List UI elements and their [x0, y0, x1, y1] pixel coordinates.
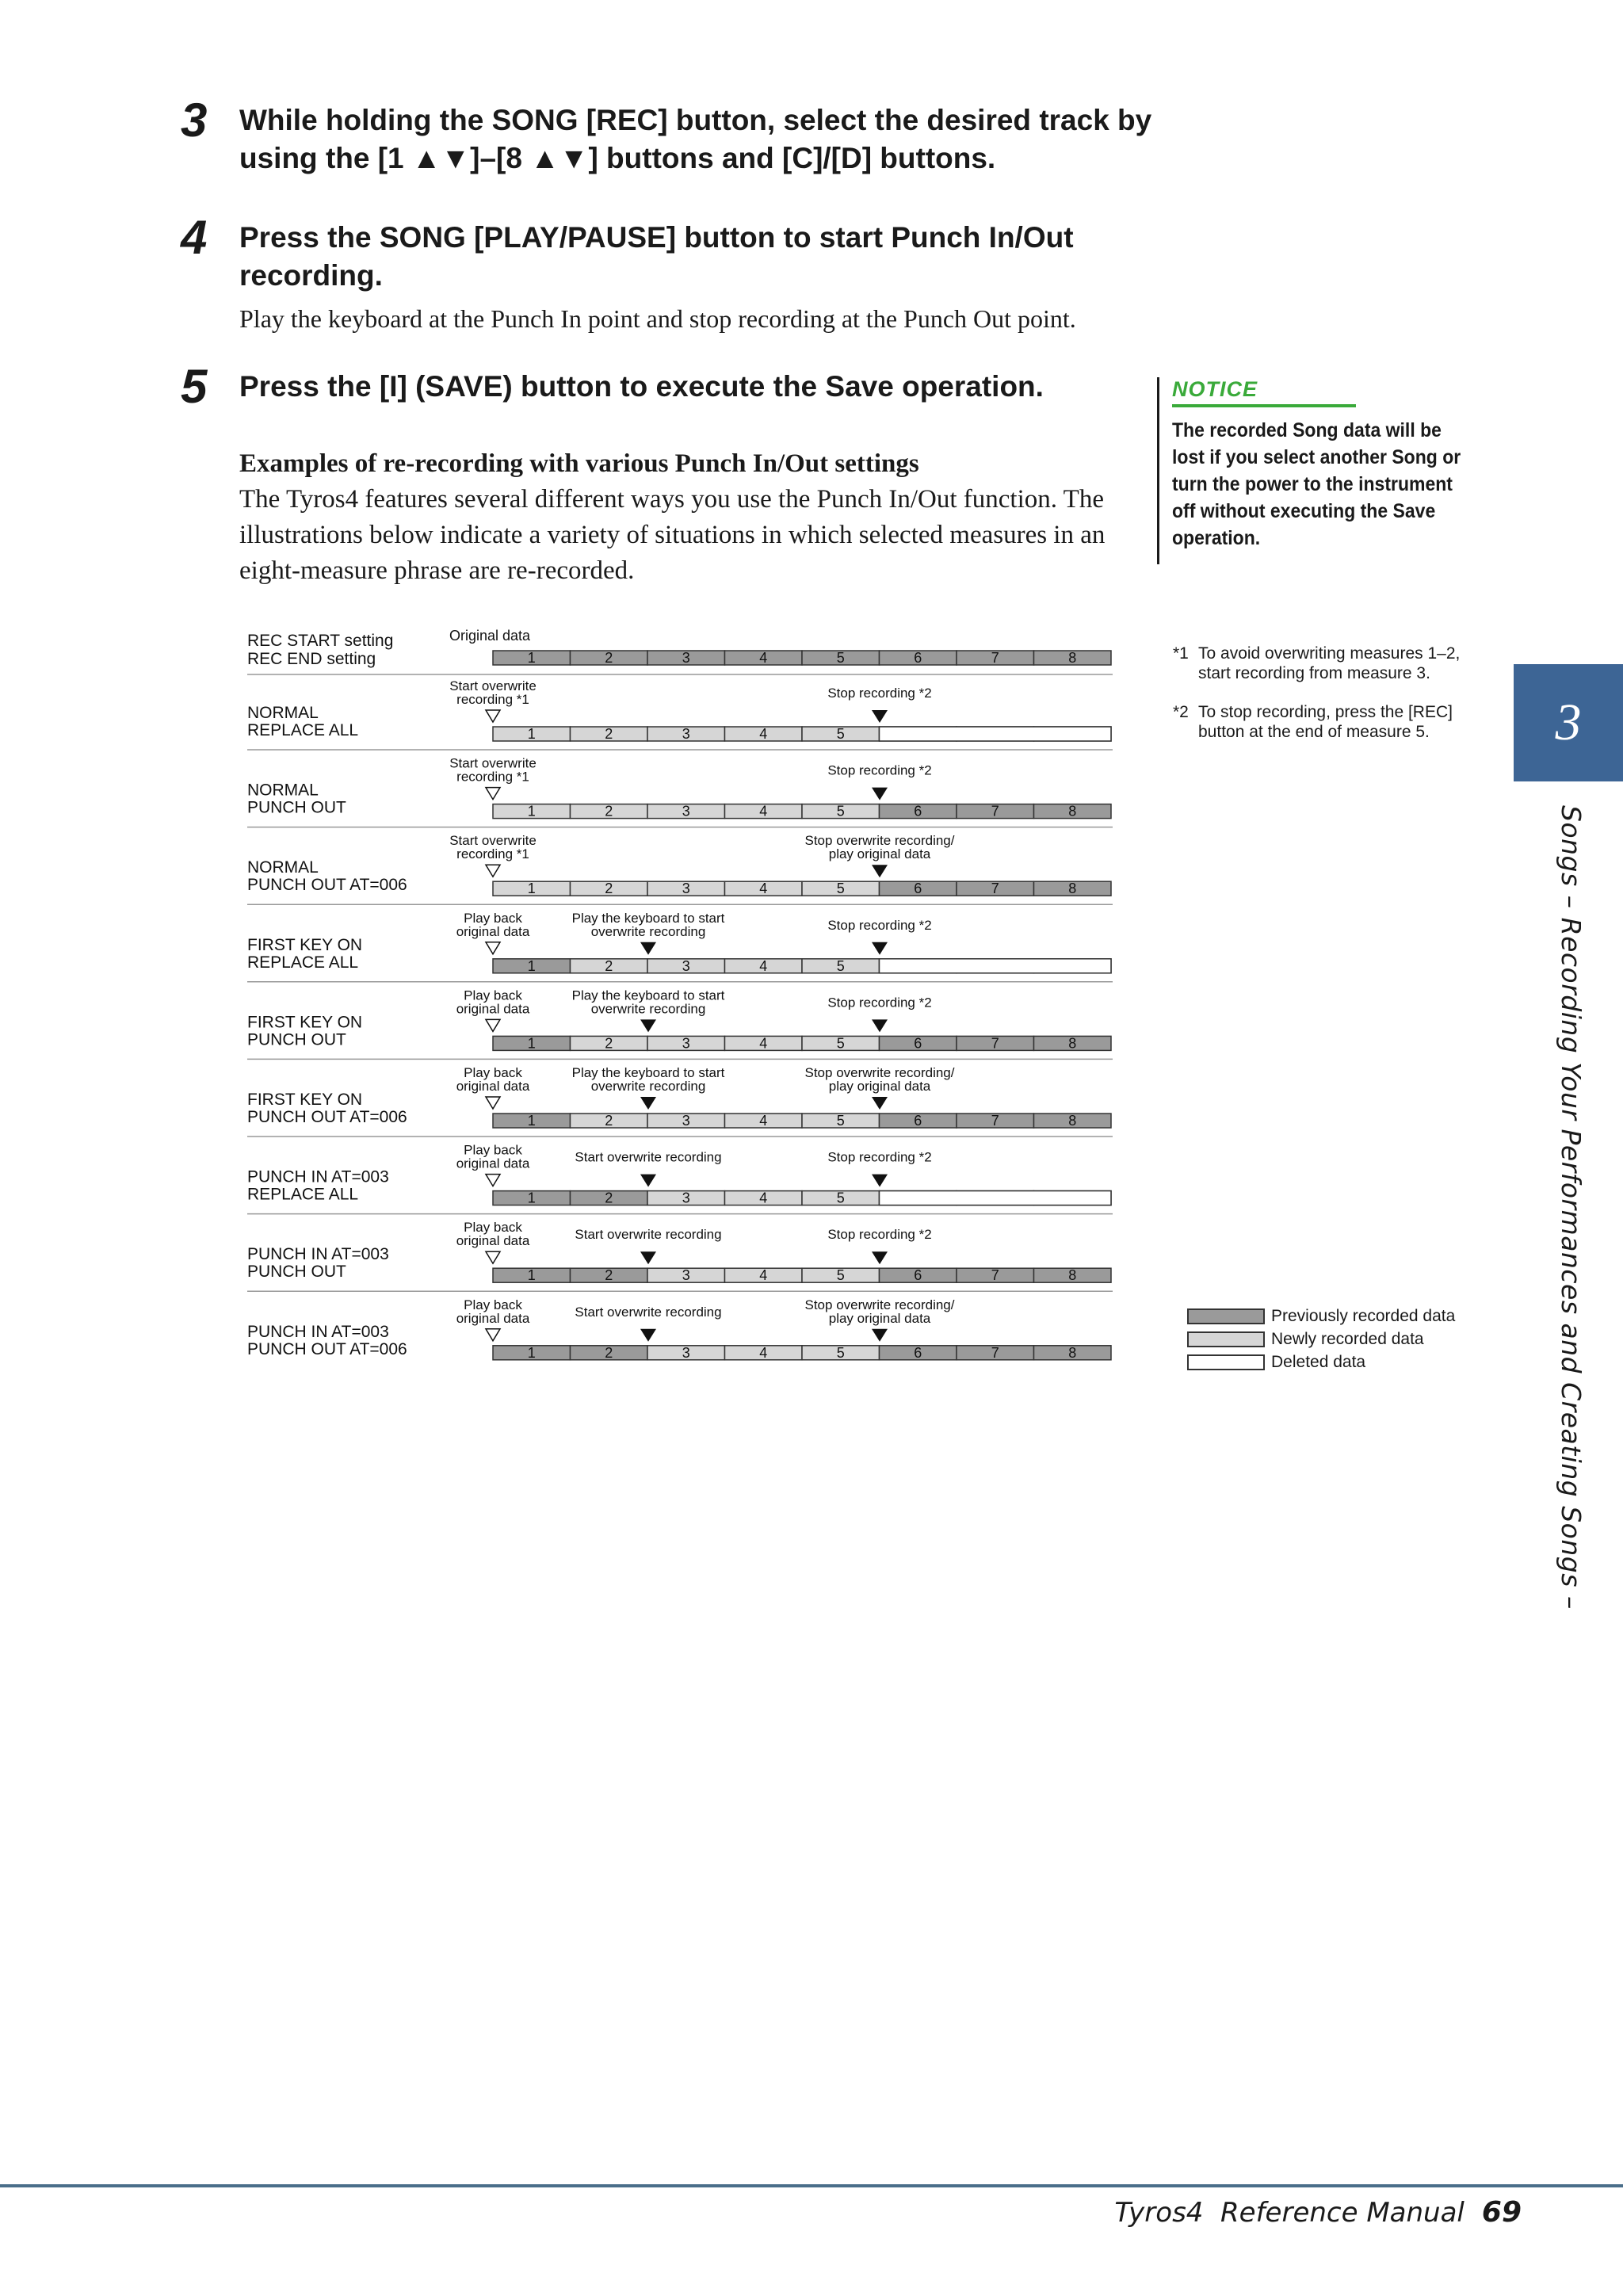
measure-number: 6 [914, 1113, 922, 1129]
header-label-start: REC START setting [247, 632, 394, 650]
row-label-end: REPLACE ALL [247, 1185, 359, 1204]
row-label-start: PUNCH IN AT=003 [247, 1245, 389, 1264]
examples-text: The Tyros4 features several different ways you use the Punch In/Out function. The illustrations below indicate a variety of situations in which selected measures in an eight-measure phrase are re-recorded. [239, 485, 1106, 585]
start-marker-icon [486, 942, 500, 954]
start-note: original data [456, 1001, 530, 1017]
start-note: original data [456, 1079, 530, 1094]
examples-section [239, 445, 1143, 589]
measure-number: 5 [836, 1267, 845, 1284]
diagram-row [247, 1143, 1113, 1214]
chapter-side-title [1541, 805, 1596, 1610]
chapter-title-text: Songs – Recording Your Performances and Creating Songs – [1556, 805, 1587, 1610]
punch-in-marker-icon [640, 1019, 656, 1032]
legend-item-previous [1187, 1305, 1504, 1328]
measure-number: 2 [605, 650, 613, 666]
stop-note: play original data [828, 1079, 931, 1094]
measure-number: 6 [914, 803, 922, 819]
row-label-start: NORMAL [247, 858, 319, 877]
start-note: Play back [464, 1142, 522, 1158]
measure-number: 5 [836, 650, 845, 666]
legend-swatch-previous [1187, 1308, 1265, 1324]
stop-marker-icon [872, 1329, 888, 1342]
measure-number: 8 [1068, 1113, 1077, 1129]
measure-number: 2 [605, 1113, 613, 1129]
start-marker-icon [486, 788, 500, 800]
stop-note: play original data [828, 1310, 931, 1326]
measure-number: 5 [836, 1113, 845, 1129]
deleted-span [880, 727, 1112, 741]
measure-number: 3 [682, 650, 690, 666]
start-note: Start overwrite [449, 678, 537, 693]
start-note: original data [456, 1233, 530, 1249]
diagram-row [247, 1297, 1111, 1361]
measure-number: 6 [914, 1267, 922, 1284]
header-label-end: REC END setting [247, 650, 376, 668]
original-data-label: Original data [449, 628, 531, 644]
diagram-row [247, 988, 1113, 1059]
measure-number: 7 [991, 1344, 999, 1361]
row-label-start: NORMAL [247, 704, 319, 722]
measure-number: 5 [836, 881, 845, 897]
measure-number: 8 [1068, 881, 1077, 897]
measure-number: 1 [527, 957, 536, 974]
measure-number: 4 [759, 1113, 768, 1129]
page-number: 69 [1481, 2196, 1522, 2229]
start-note: Play back [464, 1297, 522, 1312]
measure-number: 8 [1068, 1035, 1077, 1052]
row-label-start: PUNCH IN AT=003 [247, 1322, 389, 1341]
measure-number: 3 [682, 803, 690, 819]
footnote-1 [1173, 644, 1490, 683]
measure-number: 6 [914, 1344, 922, 1361]
measure-number: 5 [836, 726, 845, 742]
mid-note: Start overwrite recording [575, 1227, 722, 1243]
footnote-text: To stop recording, press the [REC] button at the end of measure 5. [1198, 703, 1453, 741]
start-marker-icon [486, 1019, 500, 1031]
row-label-end: REPLACE ALL [247, 721, 359, 739]
measure-number: 3 [682, 881, 690, 897]
deleted-span [880, 1191, 1112, 1205]
footnote-text: To avoid overwriting measures 1–2, start recording from measure 3. [1198, 644, 1461, 682]
deleted-span [880, 959, 1112, 973]
diagram-row [247, 833, 1113, 904]
diagram-legend [1187, 1305, 1504, 1373]
chapter-tab [1514, 664, 1623, 781]
start-marker-icon [486, 1175, 500, 1186]
mid-note: Play the keyboard to start [571, 1065, 725, 1080]
start-note: original data [456, 923, 530, 939]
stop-marker-icon [872, 865, 888, 877]
legend-label: Previously recorded data [1271, 1306, 1456, 1325]
measure-number: 4 [759, 1190, 768, 1206]
step-title: Press the SONG [PLAY/PAUSE] button to start Punch In/Out recording. [239, 221, 1074, 292]
measure-number: 4 [759, 881, 768, 897]
step-number: 4 [181, 211, 208, 264]
start-note: original data [456, 1156, 530, 1171]
measure-number: 2 [605, 957, 613, 974]
step-title: Press the [I] (SAVE) button to execute the Save operation. [239, 370, 1044, 403]
step-number: 3 [181, 94, 208, 147]
stop-marker-icon [872, 1019, 888, 1032]
notice-label: NOTICE [1172, 377, 1258, 401]
stop-note: Stop recording *2 [827, 995, 932, 1010]
row-label-end: PUNCH OUT AT=006 [247, 1339, 407, 1358]
notice-rule [1172, 404, 1356, 407]
start-note: recording *1 [456, 769, 529, 785]
start-marker-icon [486, 1097, 500, 1109]
step-number: 5 [181, 360, 208, 413]
mid-note: Start overwrite recording [575, 1304, 722, 1320]
stop-note: Stop recording *2 [827, 917, 932, 933]
stop-marker-icon [872, 788, 888, 800]
footer-rule [0, 2184, 1623, 2187]
footnotes [1173, 644, 1490, 761]
mid-note: Start overwrite recording [575, 1149, 722, 1165]
mid-note: overwrite recording [590, 1001, 706, 1017]
measure-number: 4 [759, 726, 768, 742]
original-data-bar [493, 650, 1111, 666]
notice-text: The recorded Song data will be lost if you select another Song or turn the power to the instrument off without executing the Save operation. [1172, 419, 1461, 549]
measure-number: 7 [991, 1035, 999, 1052]
measure-number: 1 [527, 1113, 536, 1129]
measure-number: 2 [605, 881, 613, 897]
measure-number: 1 [527, 1035, 536, 1052]
page-footer [1100, 2195, 1522, 2230]
start-marker-icon [486, 1329, 500, 1341]
measure-number: 8 [1068, 1267, 1077, 1284]
start-note: Play back [464, 910, 522, 926]
start-note: recording *1 [456, 692, 529, 707]
mid-note: Play the keyboard to start [571, 910, 725, 926]
legend-label: Deleted data [1271, 1352, 1366, 1371]
measure-number: 6 [914, 650, 922, 666]
stop-marker-icon [872, 1097, 888, 1110]
measure-number: 2 [605, 1344, 613, 1361]
step-body: Play the keyboard at the Punch In point and stop recording at the Punch Out point. [239, 304, 1076, 333]
measure-number: 1 [527, 1267, 536, 1284]
measure-number: 1 [527, 650, 536, 666]
footnote-mark: *1 [1173, 644, 1189, 663]
start-marker-icon [486, 865, 500, 877]
punch-in-marker-icon [640, 1175, 656, 1187]
row-label-start: FIRST KEY ON [247, 935, 363, 954]
start-note: recording *1 [456, 846, 529, 862]
measure-number: 4 [759, 1344, 768, 1361]
row-label-start: NORMAL [247, 781, 319, 800]
row-label-start: FIRST KEY ON [247, 1091, 363, 1109]
row-label-end: PUNCH OUT AT=006 [247, 876, 407, 895]
stop-note: Stop recording *2 [827, 1149, 932, 1165]
measure-number: 7 [991, 803, 999, 819]
measure-number: 8 [1068, 803, 1077, 819]
row-label-end: PUNCH OUT [247, 1263, 346, 1282]
punch-in-marker-icon [640, 1097, 656, 1110]
examples-title: Examples of re-recording with various Punch In/Out settings [239, 449, 919, 478]
legend-swatch-deleted [1187, 1354, 1265, 1370]
mid-note: overwrite recording [590, 1079, 706, 1094]
measure-number: 3 [682, 1035, 690, 1052]
start-note: original data [456, 1310, 530, 1326]
measure-number: 3 [682, 1113, 690, 1129]
measure-number: 4 [759, 803, 768, 819]
start-marker-icon [486, 1251, 500, 1263]
step-5 [181, 360, 1148, 418]
diagram-row [247, 678, 1113, 750]
measure-number: 7 [991, 1113, 999, 1129]
notice-box [1157, 377, 1474, 564]
measure-number: 8 [1068, 1344, 1077, 1361]
measure-number: 2 [605, 726, 613, 742]
legend-item-deleted [1187, 1350, 1504, 1373]
punch-in-marker-icon [640, 942, 656, 955]
measure-number: 3 [682, 957, 690, 974]
stop-note: Stop overwrite recording/ [804, 1297, 955, 1312]
measure-number: 2 [605, 1035, 613, 1052]
measure-number: 6 [914, 1035, 922, 1052]
stop-note: Stop recording *2 [827, 686, 932, 701]
measure-number: 1 [527, 726, 536, 742]
measure-number: 5 [836, 1344, 845, 1361]
stop-note: Stop recording *2 [827, 1227, 932, 1243]
diagram-rows [247, 678, 1113, 1361]
measure-number: 1 [527, 1190, 536, 1206]
measure-number: 6 [914, 881, 922, 897]
start-note: Play back [464, 1220, 522, 1236]
stop-note: Stop overwrite recording/ [804, 833, 955, 849]
measure-number: 2 [605, 803, 613, 819]
measure-number: 1 [527, 803, 536, 819]
measure-number: 4 [759, 957, 768, 974]
stop-note: Stop recording *2 [827, 762, 932, 778]
footnote-2 [1173, 702, 1490, 742]
stop-marker-icon [872, 1251, 888, 1264]
measure-number: 4 [759, 1267, 768, 1284]
measure-number: 5 [836, 803, 845, 819]
measure-number: 3 [682, 1344, 690, 1361]
mid-note: overwrite recording [590, 923, 706, 939]
measure-number: 5 [836, 957, 845, 974]
measure-number: 7 [991, 650, 999, 666]
footnote-mark: *2 [1173, 703, 1189, 721]
row-label-end: REPLACE ALL [247, 953, 359, 972]
legend-item-new [1187, 1328, 1504, 1350]
step-4 [181, 211, 1179, 341]
measure-number: 4 [759, 650, 768, 666]
legend-label: Newly recorded data [1271, 1329, 1424, 1348]
measure-number: 3 [682, 1190, 690, 1206]
start-note: Play back [464, 988, 522, 1003]
legend-swatch-new [1187, 1331, 1265, 1347]
stop-marker-icon [872, 710, 888, 723]
chapter-number: 3 [1555, 693, 1582, 751]
diagram-row [247, 756, 1113, 827]
stop-note: Stop overwrite recording/ [804, 1065, 955, 1080]
row-label-end: PUNCH OUT AT=006 [247, 1108, 407, 1126]
diagram-row [247, 1065, 1113, 1137]
start-note: Start overwrite [449, 833, 537, 849]
step-3 [181, 94, 1179, 184]
measure-number: 7 [991, 1267, 999, 1284]
start-note: Start overwrite [449, 755, 537, 771]
row-label-end: PUNCH OUT [247, 798, 346, 817]
mid-note: Play the keyboard to start [571, 988, 725, 1003]
measure-number: 3 [682, 1267, 690, 1284]
measure-number: 3 [682, 726, 690, 742]
step-title: While holding the SONG [REC] button, select the desired track by using the [1 ▲▼]–[8 ▲▼] buttons and [C]/[D] buttons. [239, 104, 1152, 174]
measure-number: 1 [527, 881, 536, 897]
measure-number: 5 [836, 1190, 845, 1206]
punch-in-marker-icon [640, 1329, 656, 1342]
measure-number: 2 [605, 1190, 613, 1206]
measure-number: 1 [527, 1344, 536, 1361]
diagram-row [247, 911, 1113, 982]
manual-name: Tyros4 Reference Manual [1114, 2197, 1465, 2229]
stop-note: play original data [828, 846, 931, 862]
punch-in-marker-icon [640, 1251, 656, 1264]
measure-number: 4 [759, 1035, 768, 1052]
measure-number: 5 [836, 1035, 845, 1052]
stop-marker-icon [872, 1175, 888, 1187]
row-label-start: FIRST KEY ON [247, 1013, 363, 1032]
row-label-start: PUNCH IN AT=003 [247, 1167, 389, 1186]
measure-number: 8 [1068, 650, 1077, 666]
start-marker-icon [486, 710, 500, 722]
row-label-end: PUNCH OUT [247, 1030, 346, 1049]
start-note: Play back [464, 1065, 522, 1080]
diagram-header [247, 628, 1113, 674]
punch-in-out-diagram [238, 625, 1125, 1379]
diagram-row [247, 1220, 1113, 1291]
stop-marker-icon [872, 942, 888, 955]
measure-number: 7 [991, 881, 999, 897]
measure-number: 2 [605, 1267, 613, 1284]
